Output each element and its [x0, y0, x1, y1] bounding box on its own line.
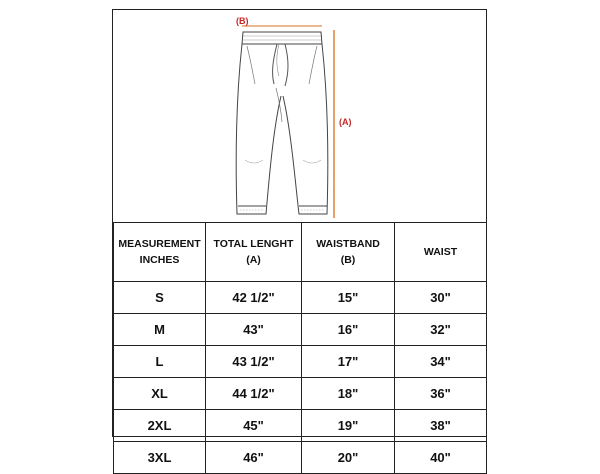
- header-text: WAIST: [423, 246, 458, 258]
- pants-drawing: [113, 10, 486, 222]
- dimension-a-label: (A): [339, 117, 352, 127]
- waistband-cell: 16": [302, 314, 395, 346]
- size-cell: S: [114, 282, 206, 314]
- waist-cell: 34": [395, 346, 487, 378]
- size-cell: XL: [114, 378, 206, 410]
- table-row: [114, 346, 487, 378]
- table-row: [114, 378, 487, 410]
- table-header-row: [114, 223, 487, 282]
- size-cell: M: [114, 314, 206, 346]
- length-cell: 42 1/2": [206, 282, 302, 314]
- size-cell: 3XL: [114, 442, 206, 474]
- waistband-cell: 15": [302, 282, 395, 314]
- size-table: [113, 222, 487, 474]
- pants-illustration: [113, 10, 486, 222]
- table-row: [114, 314, 487, 346]
- header-text: MEASUREMENT: [118, 238, 201, 250]
- waistband-cell: 19": [302, 410, 395, 442]
- header-waistband: [302, 223, 395, 282]
- size-cell: 2XL: [114, 410, 206, 442]
- length-cell: 45": [206, 410, 302, 442]
- header-text: WAISTBAND: [316, 238, 380, 250]
- waist-cell: 36": [395, 378, 487, 410]
- header-text: INCHES: [139, 254, 180, 266]
- size-chart: [112, 9, 487, 465]
- length-cell: 46": [206, 442, 302, 474]
- waist-cell: 30": [395, 282, 487, 314]
- waist-cell: 32": [395, 314, 487, 346]
- table-row: [114, 282, 487, 314]
- header-total-length: [206, 223, 302, 282]
- table-row: [114, 442, 487, 474]
- header-text: (B): [340, 254, 356, 266]
- dimension-b-label: (B): [236, 16, 249, 26]
- waistband-cell: 20": [302, 442, 395, 474]
- header-text: TOTAL LENGHT: [213, 238, 294, 250]
- waistband-cell: 18": [302, 378, 395, 410]
- waist-cell: 38": [395, 410, 487, 442]
- waist-cell: 40": [395, 442, 487, 474]
- header-text: (A): [246, 254, 261, 266]
- waistband-cell: 17": [302, 346, 395, 378]
- length-cell: 43 1/2": [206, 346, 302, 378]
- header-waist: [395, 223, 487, 282]
- header-measurement: [114, 223, 206, 282]
- length-cell: 44 1/2": [206, 378, 302, 410]
- table-row: [114, 410, 487, 442]
- size-cell: L: [114, 346, 206, 378]
- length-cell: 43": [206, 314, 302, 346]
